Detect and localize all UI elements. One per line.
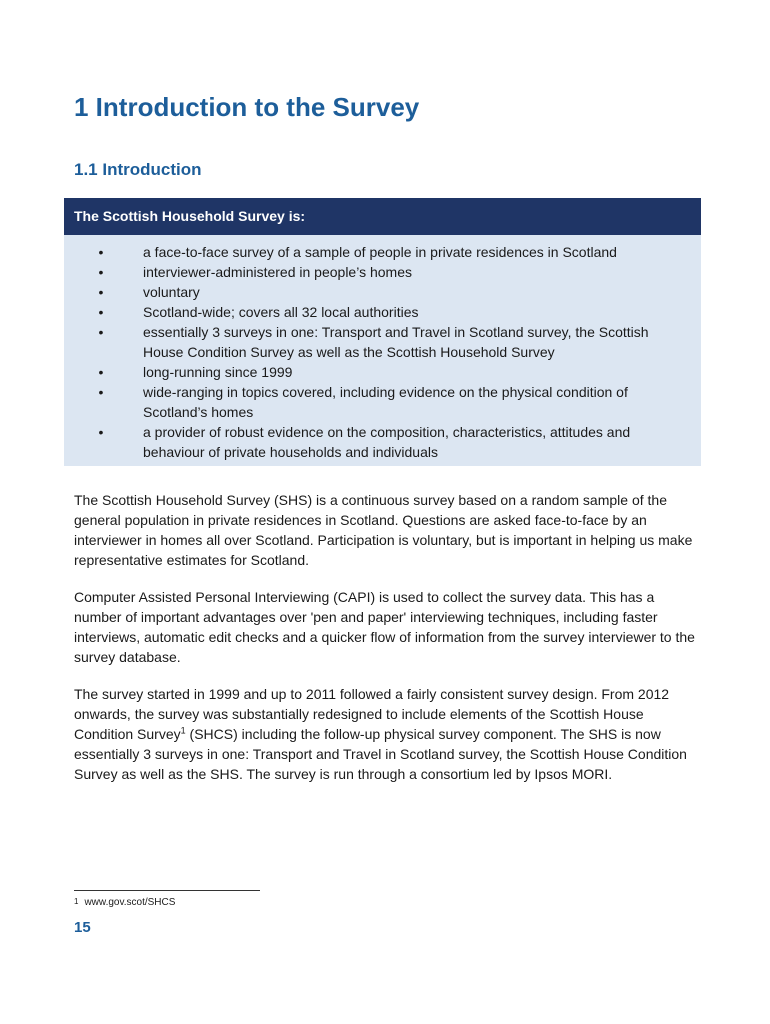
paragraph-capi: Computer Assisted Personal Interviewing (CAPI) is used to collect the survey data. This has a number of important advantages over 'pen and paper' interviewing techniques, including faster interviews, automatic edit checks and a quicker flow of information from the survey interviewer to the survey database. (74, 589, 695, 665)
page-number: 15 (74, 919, 91, 936)
bullet-icon: • (98, 424, 104, 440)
bullet-icon: • (98, 244, 104, 260)
list-item-text: a provider of robust evidence on the composition, characteristics, attitudes and behaviour of private households and individuals (143, 424, 631, 460)
list-item (64, 262, 701, 282)
bullet-icon: • (98, 304, 104, 320)
footnote-divider (74, 890, 260, 891)
paragraph-text: The survey started in 1999 and up to 2011 followed a fairly consistent survey design. From 2012 onwards, the survey was substantially redesigned to include elements of the Scottish House Condition Survey (74, 686, 670, 742)
footnote-text: www.gov.scot/SHCS (84, 897, 176, 908)
list-item-text: a face-to-face survey of a sample of people in private residences in Scotland (143, 244, 617, 260)
summary-box-body (64, 235, 701, 466)
list-item-text: wide-ranging in topics covered, including evidence on the physical condition of Scotland’s homes (143, 384, 628, 420)
section-heading: 1.1 Introduction (74, 160, 202, 179)
bullet-icon: • (98, 284, 104, 300)
list-item (64, 382, 701, 422)
list-item (64, 362, 701, 382)
bullet-icon: • (98, 264, 104, 280)
list-item-text: essentially 3 surveys in one: Transport and Travel in Scotland survey, the Scottish House Condition Survey as well as the Scottish Household Survey (143, 324, 649, 360)
footnote-number: 1 (74, 897, 79, 906)
list-item (64, 242, 701, 262)
summary-box-title: The Scottish Household Survey is: (64, 198, 701, 235)
paragraph-survey-history (74, 684, 704, 784)
list-item-text: voluntary (143, 284, 200, 300)
list-item (64, 282, 701, 302)
summary-list (64, 242, 701, 462)
list-item (64, 422, 701, 462)
paragraph-shs-overview: The Scottish Household Survey (SHS) is a continuous survey based on a random sample of the general population in private residences in Scotland. Questions are asked face-to-face by an interviewer in homes all over Scotland. Participation is voluntary, but is important in helping us make representative estimates for Scotland. (74, 492, 693, 568)
summary-box (64, 198, 701, 466)
list-item-text: interviewer-administered in people’s homes (143, 264, 412, 280)
list-item-text: long-running since 1999 (143, 364, 293, 380)
list-item-text: Scotland-wide; covers all 32 local authorities (143, 304, 419, 320)
list-item (64, 322, 701, 362)
bullet-icon: • (98, 384, 104, 400)
footnote (74, 897, 175, 908)
paragraph-text: (SHCS) including the follow-up physical survey component. The SHS is now essentially 3 surveys in one: Transport and Travel in Scotland survey, the Scottish House Condition Survey as well as the SHS. The survey is run through a consortium led by Ipsos MORI. (74, 726, 687, 782)
footnote-reference: 1 (180, 725, 186, 736)
list-item (64, 302, 701, 322)
bullet-icon: • (98, 324, 104, 340)
bullet-icon: • (98, 364, 104, 380)
page-title: 1 Introduction to the Survey (74, 92, 420, 122)
